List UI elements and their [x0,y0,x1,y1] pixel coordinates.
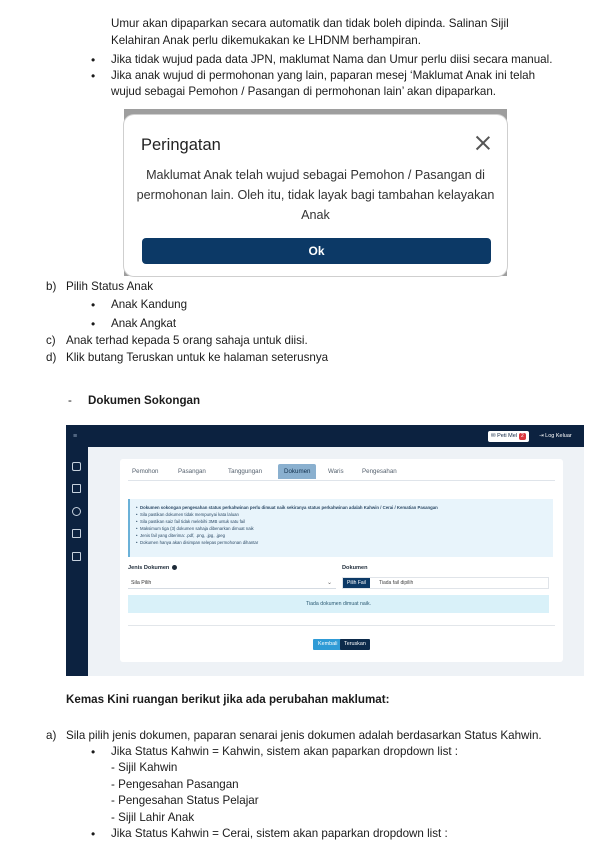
doc-type-value: Sila Pilih [131,580,152,586]
tab-dokumen[interactable]: Dokumen [278,464,316,479]
cerai-bullet: • Jika Status Kahwin = Cerai, sistem akan paparkan dropdown list : [111,826,448,842]
step-b-text: Pilih Status Anak [66,280,154,293]
status-option-angkat: • Anak Angkat [111,316,176,332]
app-topbar [66,425,584,447]
step-b-marker: b) [46,280,57,293]
section-dash: - [68,394,72,407]
tab-pasangan[interactable]: Pasangan [178,468,206,475]
calendar-icon[interactable] [72,484,81,493]
kahwin-doc: - Pengesahan Status Pelajar [111,794,259,807]
info-box [128,499,553,557]
logout-link[interactable]: ⇥ Log Keluar [539,433,572,439]
close-icon[interactable] [475,135,491,151]
tab-pemohon[interactable]: Pemohon [132,468,159,475]
info-line: • Jenis fail yang diterima: .pdf, .png, .jpg, .jpeg [140,533,225,539]
section-title: Dokumen Sokongan [88,394,201,407]
step-a-text: Sila pilih jenis dokumen, paparan senarai jenis dokumen adalah berdasarkan Status Kahwin. [66,729,542,742]
mail-label: Peti Mel [497,433,518,439]
info-line: • Maksimum tiga (3) dokumen sahaja dibenarkan dimuat naik [140,526,254,532]
form-icon[interactable] [72,552,81,561]
doc-type-label: Jenis Dokumen [128,565,177,571]
bullet-exists: • Jika anak wujud di permohonan yang lain, paparan mesej ‘Maklumat Anak ini telah [111,68,535,84]
step-d-marker: d) [46,351,57,364]
continue-button[interactable]: Teruskan [340,639,370,650]
update-heading: Kemas Kini ruangan berikut jika ada perubahan maklumat: [66,693,390,706]
modal-title: Peringatan [141,136,221,154]
no-file-text: Tiada fail dipilih [379,580,414,586]
warning-modal [124,115,507,276]
doc-label: Dokumen [342,565,368,571]
tab-tanggungan[interactable]: Tanggungan [228,468,263,475]
step-c-text: Anak terhad kepada 5 orang sahaja untuk diisi. [66,334,308,347]
bullet-exists-cont: wujud sebagai Pemohon / Pasangan di permohonan lain’ akan dipaparkan. [111,85,497,98]
help-icon[interactable] [72,507,81,516]
step-a-marker: a) [46,729,57,742]
form-card [120,459,563,662]
info-line: • Sila pastikan dokumen tidak mempunyai kata laluan [140,512,239,518]
logout-label: Log Keluar [545,433,572,439]
kahwin-doc: - Pengesahan Pasangan [111,778,239,791]
kahwin-doc: - Sijil Kahwin [111,761,178,774]
tab-pengesahan[interactable]: Pengesahan [362,468,397,475]
info-icon [172,565,177,570]
menu-icon[interactable]: ≡ [73,433,78,440]
empty-documents-alert: Tiada dokumen dimuat naik. [128,595,549,613]
app-sidebar [66,447,88,676]
file-input[interactable] [342,577,549,589]
back-button[interactable]: Kembali [313,639,342,650]
choose-file-button[interactable]: Pilih Fail [343,578,370,588]
kahwin-bullet: • Jika Status Kahwin = Kahwin, sistem akan paparkan dropdown list : [111,744,458,760]
step-c-marker: c) [46,334,56,347]
mail-count-badge: 2 [521,433,524,439]
modal-message: Maklumat Anak telah wujud sebagai Pemohon / Pasangan di permohonan lain. Oleh itu, tidak layak bagi tambahan kelayakan Anak [136,168,495,222]
intro-line-1: Umur akan dipaparkan secara automatik dan tidak boleh dipinda. Salinan Sijil [111,17,509,30]
doc-type-select[interactable] [128,577,336,589]
step-d-text: Klik butang Teruskan untuk ke halaman seterusnya [66,351,329,364]
dashboard-icon[interactable] [72,462,81,471]
bullet-jpn: • Jika tidak wujud pada data JPN, maklumat Nama dan Umur perlu diisi secara manual. [111,52,552,68]
dokumen-sokongan-screenshot [66,425,584,676]
document-icon[interactable] [72,529,81,538]
intro-line-2: Kelahiran Anak perlu dikemukakan ke LHDNM berhampiran. [111,34,421,47]
info-line: • Dokumen sokongan pengesahan status perkahwinan perlu dimuat naik sekiranya status perkahwinan adalah Kahwin / Cerai / Kematian Pasangan [140,505,438,511]
mail-button[interactable]: ✉ Peti Mel 2 [488,431,529,442]
card-divider [128,625,555,626]
info-line: • Sila pastikan saiz fail tidak melebihi 3MB untuk satu fail [140,519,245,525]
tab-waris[interactable]: Waris [328,468,344,475]
status-option-kandung: • Anak Kandung [111,297,187,313]
tab-divider [128,480,555,481]
warning-modal-screenshot [124,109,507,276]
info-line: • Dokumen hanya akan disimpan selepas permohonan dihantar [140,540,258,546]
kahwin-doc: - Sijil Lahir Anak [111,811,195,824]
chevron-down-icon: ⌄ [326,580,332,586]
ok-button[interactable]: Ok [142,238,491,264]
